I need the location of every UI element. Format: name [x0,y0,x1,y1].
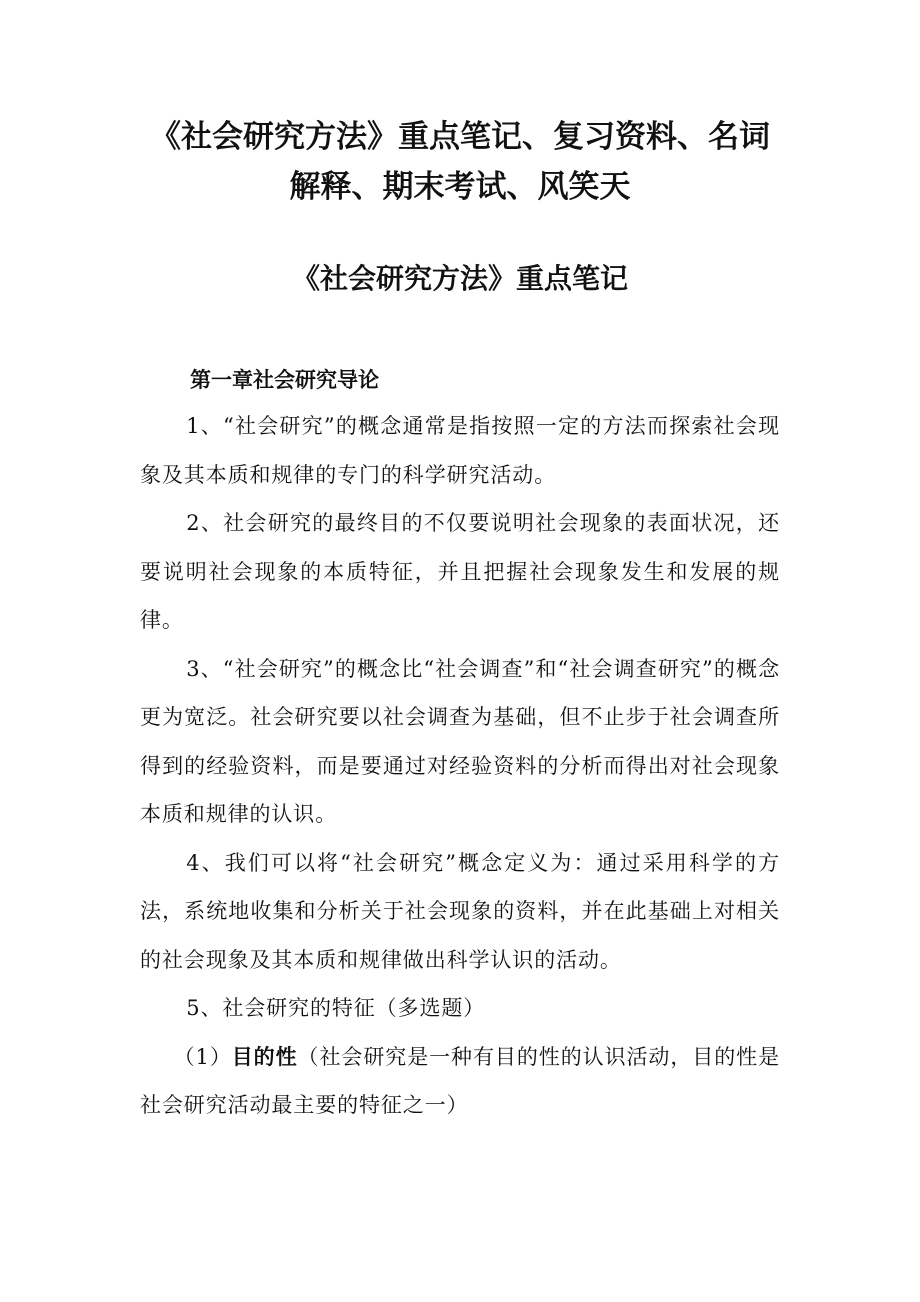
feature-explanation: （社会研究是一种有目的性的认识活动，目的性是社会研究活动最主要的特征之一） [140,1044,780,1117]
document-title: 《社会研究方法》重点笔记、复习资料、名词解释、期末考试、风笑天 [150,119,770,205]
paragraph-2: 2、社会研究的最终目的不仅要说明社会现象的表面状况，还要说明社会现象的本质特征，并且把握社会现象发生和发展的规律。 [140,511,780,632]
paragraph-5: 5、社会研究的特征（多选题） [186,996,486,1020]
document-subtitle: 《社会研究方法》重点笔记 [291,262,628,295]
feature-number: （1） [173,1044,232,1069]
document-body [140,402,780,1130]
paragraph-1: 1、“社会研究”的概念通常是指按照一定的方法而探索社会现象及其本质和规律的专门的科学研究活动。 [140,414,780,487]
feature-term: 目的性 [231,1044,298,1069]
chapter-heading: 第一章社会研究导论 [190,368,379,392]
feature-item [140,1033,780,1130]
paragraph-4: 4、我们可以将“社会研究”概念定义为：通过采用科学的方法，系统地收集和分析关于社会现象的资料，并在此基础上对相关的社会现象及其本质和规律做出科学认识的活动。 [140,850,780,972]
paragraph-3: 3、“社会研究”的概念比“社会调查”和“社会调查研究”的概念更为宽泛。社会研究要以社会调查为基础，但不止步于社会调查所得到的经验资料，而是要通过对经验资料的分析而得出对社会现象本质和规律的认识。 [140,656,780,826]
